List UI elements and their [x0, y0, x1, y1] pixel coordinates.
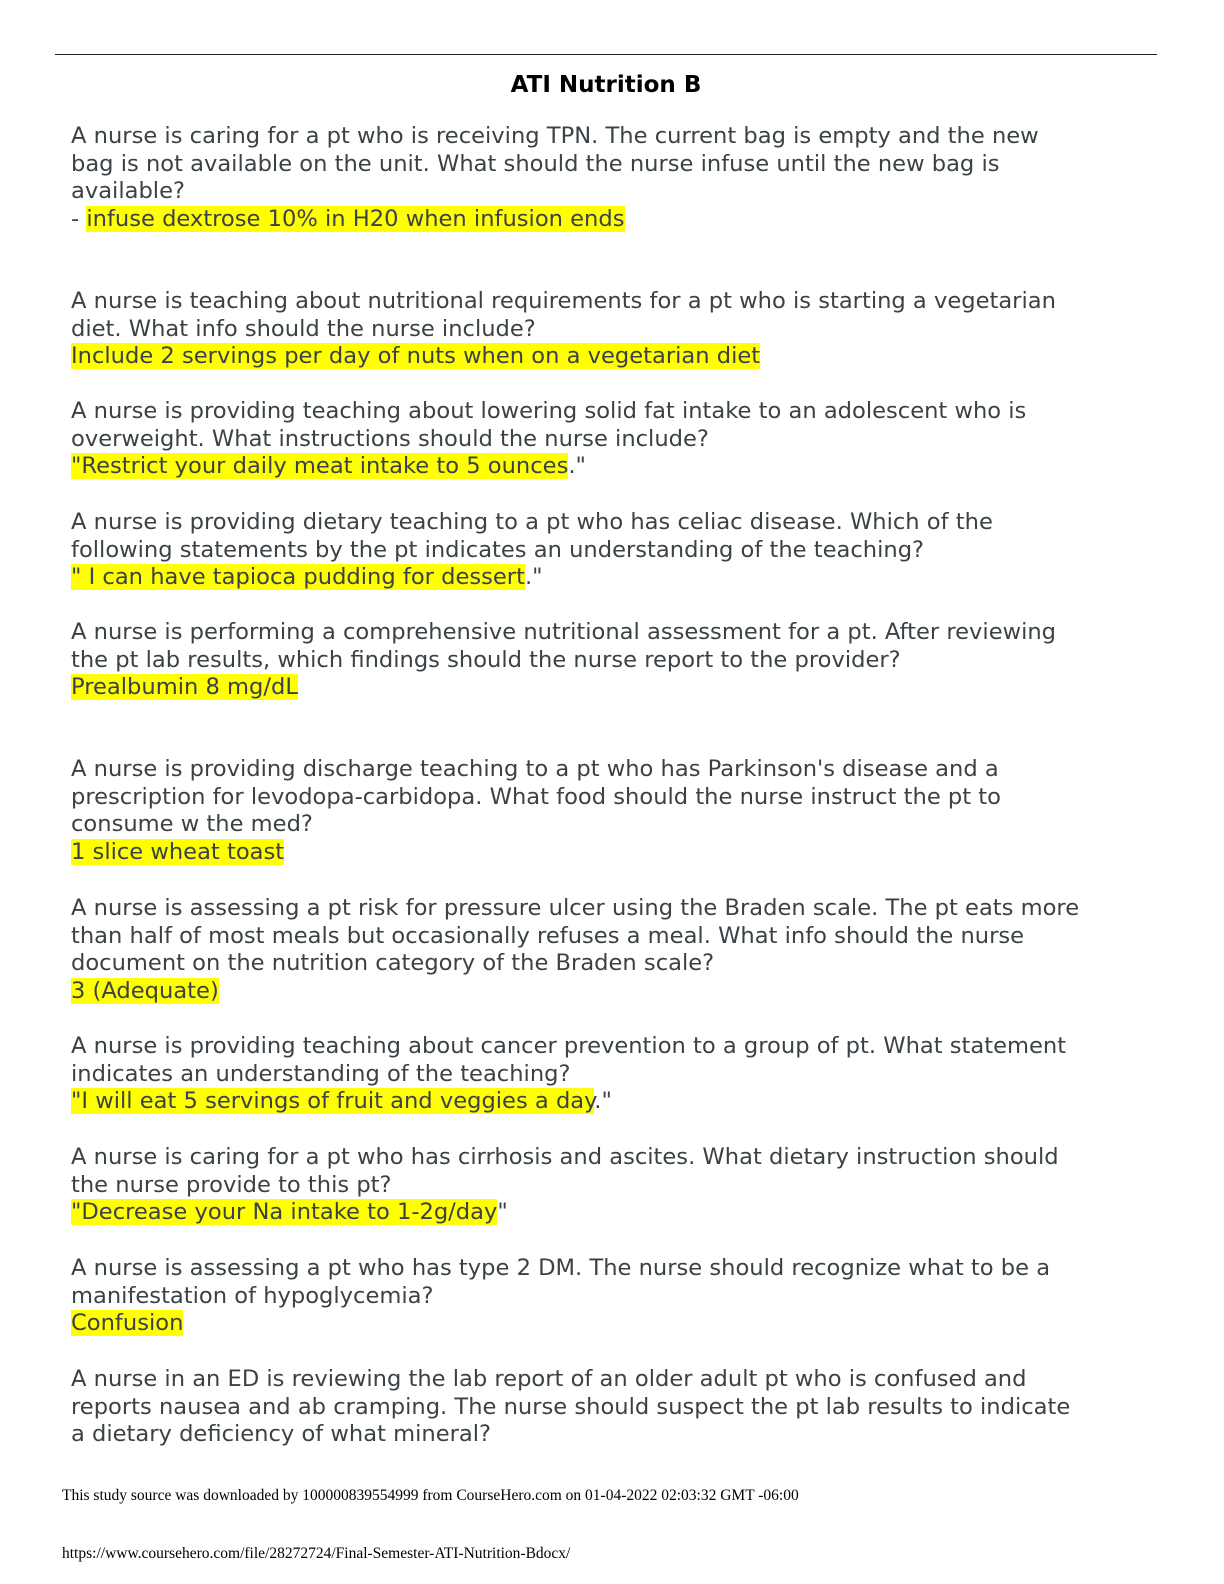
qa-item-7 — [71, 895, 1151, 1006]
qa-item-1 — [71, 123, 1151, 234]
question-text: A nurse is providing teaching about cancer prevention to a group of pt. What statement indicates an understanding of the teaching? — [71, 1033, 1067, 1087]
answer-line — [71, 453, 1151, 481]
answer-line — [71, 674, 1151, 702]
top-rule — [55, 54, 1157, 55]
answer-line — [71, 564, 1151, 592]
question-text: A nurse is providing dietary teaching to a pt who has celiac disease. Which of the following statements by the pt indicates an understanding of the teaching? — [71, 509, 993, 563]
question-text: A nurse is providing teaching about lowering solid fat intake to an adolescent who is overweight. What instructions should the nurse include? — [71, 398, 1027, 452]
answer-suffix: ." — [594, 1088, 612, 1115]
qa-item-8 — [71, 1033, 1151, 1116]
question-text: A nurse is caring for a pt who has cirrhosis and ascites. What dietary instruction should the nurse provide to this pt? — [71, 1144, 1059, 1198]
answer-suffix: " — [497, 1199, 508, 1226]
answer-highlight: "Restrict your daily meat intake to 5 ounces — [71, 453, 569, 480]
answer-line — [71, 1088, 1151, 1116]
answer-suffix: ." — [568, 453, 586, 480]
answer-line — [71, 839, 1151, 867]
document-title: ATI Nutrition B — [510, 72, 702, 98]
answer-line — [71, 343, 1151, 371]
answer-line — [71, 1199, 1151, 1227]
question-text: A nurse in an ED is reviewing the lab report of an older adult pt who is confused and reports nausea and ab cramping. The nurse should suspect the pt lab results to indicate a dietary deficiency of what mineral? — [71, 1366, 1071, 1448]
qa-item-11 — [71, 1366, 1151, 1449]
answer-highlight: 1 slice wheat toast — [71, 839, 285, 866]
qa-item-3 — [71, 398, 1151, 481]
answer-highlight: 3 (Adequate) — [71, 978, 219, 1005]
qa-item-6 — [71, 756, 1151, 867]
answer-highlight: Prealbumin 8 mg/dL — [71, 674, 298, 701]
qa-item-4 — [71, 509, 1151, 592]
answer-prefix: - — [71, 206, 87, 233]
question-text: A nurse is teaching about nutritional requirements for a pt who is starting a vegetarian diet. What info should the nurse include? — [71, 288, 1056, 342]
qa-item-10 — [71, 1255, 1151, 1338]
question-text: A nurse is assessing a pt risk for pressure ulcer using the Braden scale. The pt eats more than half of most meals but occasionally refuses a meal. What info should the nurse document on the nutrition category of the Braden scale? — [71, 895, 1080, 977]
answer-highlight: "I will eat 5 servings of fruit and veggies a day — [71, 1088, 595, 1115]
answer-line — [71, 978, 1151, 1006]
question-text: A nurse is assessing a pt who has type 2 DM. The nurse should recognize what to be a manifestation of hypoglycemia? — [71, 1255, 1051, 1309]
question-text: A nurse is performing a comprehensive nutritional assessment for a pt. After reviewing the pt lab results, which findings should the nurse report to the provider? — [71, 619, 1057, 673]
qa-item-2 — [71, 288, 1151, 371]
answer-line — [71, 206, 1151, 234]
download-note: This study source was downloaded by 100000839554999 from CourseHero.com on 01-04-2022 02:03:32 GMT -06:00 — [62, 1487, 799, 1504]
answer-highlight: " I can have tapioca pudding for dessert — [71, 564, 525, 591]
question-text: A nurse is caring for a pt who is receiving TPN. The current bag is empty and the new bag is not available on the unit. What should the nurse infuse until the new bag is available? — [71, 123, 1039, 205]
answer-highlight: infuse dextrose 10% in H20 when infusion ends — [86, 206, 625, 233]
question-text: A nurse is providing discharge teaching to a pt who has Parkinson's disease and a prescription for levodopa-carbidopa. What food should the nurse instruct the pt to consume w the med? — [71, 756, 1001, 838]
answer-highlight: Confusion — [71, 1310, 184, 1337]
qa-item-9 — [71, 1144, 1151, 1227]
answer-line — [71, 1310, 1151, 1338]
answer-highlight: "Decrease your Na intake to 1-2g/day — [71, 1199, 498, 1226]
source-url[interactable]: https://www.coursehero.com/file/28272724/Final-Semester-ATI-Nutrition-Bdocx/ — [62, 1545, 571, 1562]
qa-item-5 — [71, 619, 1151, 702]
answer-suffix: ." — [524, 564, 543, 591]
answer-highlight: Include 2 servings per day of nuts when on a vegetarian diet — [71, 343, 761, 370]
